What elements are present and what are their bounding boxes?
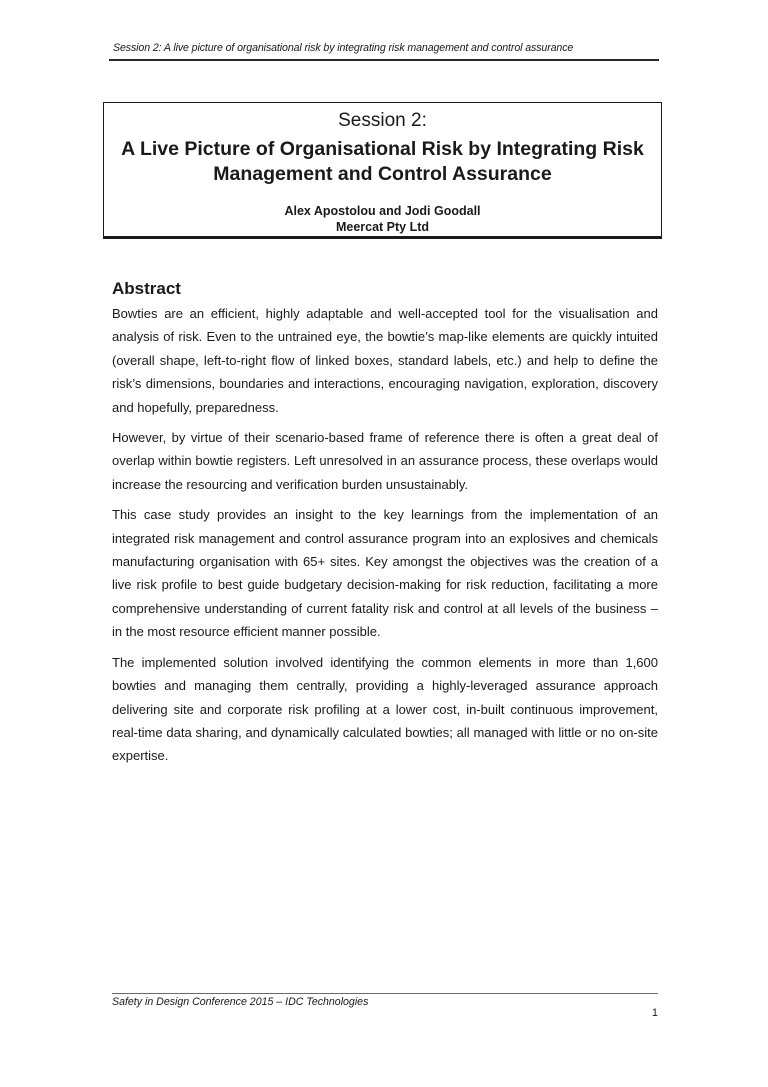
abstract-body bbox=[112, 302, 658, 775]
running-footer: Safety in Design Conference 2015 – IDC Technologies bbox=[112, 996, 369, 1008]
session-label: Session 2: bbox=[338, 110, 427, 131]
abstract-paragraph: However, by virtue of their scenario-based frame of reference there is often a great deal of overlap within bowtie registers. Left unresolved in an assurance process, these overlaps would increase the resourcing and verification burden unsustainably. bbox=[112, 430, 658, 492]
title-block bbox=[103, 102, 662, 239]
paper-title: A Live Picture of Organisational Risk by Integrating Risk Management and Control Assurance bbox=[121, 138, 644, 185]
abstract-paragraph: This case study provides an insight to the key learnings from the implementation of an integrated risk management and control assurance program into an explosives and chemicals manufacturing organisation with 65+ sites. Key amongst the objectives was the creation of a live risk profile to best guide budgetary decision-making for risk reduction, facilitating a more comprehensive understanding of current fatality risk and control at all levels of the business – in the most resource efficient manner possible. bbox=[112, 507, 658, 640]
running-header: Session 2: A live picture of organisational risk by integrating risk management and control assurance bbox=[113, 42, 574, 54]
page-number: 1 bbox=[651, 1007, 658, 1019]
abstract-heading: Abstract bbox=[112, 279, 181, 298]
footer-divider bbox=[112, 993, 658, 994]
abstract-paragraph: Bowties are an efficient, highly adaptable and well-accepted tool for the visualisation and analysis of risk. Even to the untrained eye, the bowtie’s map-like elements are quickly intuited (overall shape, left-to-right flow of linked boxes, standard labels, etc.) and help to define the risk’s dimensions, boundaries and interactions, encouraging navigation, exploration, discovery and hopefully, preparedness. bbox=[112, 306, 658, 415]
organisation: Meercat Pty Ltd bbox=[335, 220, 430, 234]
authors: Alex Apostolou and Jodi Goodall bbox=[284, 204, 481, 218]
header-divider bbox=[109, 59, 659, 61]
abstract-paragraph: The implemented solution involved identifying the common elements in more than 1,600 bowties and managing them centrally, providing a highly-leveraged assurance approach delivering site and corporate risk profiling at a lower cost, in-built continuous improvement, real-time data sharing, and dynamically calculated bowties; all managed with little or no on-site expertise. bbox=[112, 654, 658, 764]
